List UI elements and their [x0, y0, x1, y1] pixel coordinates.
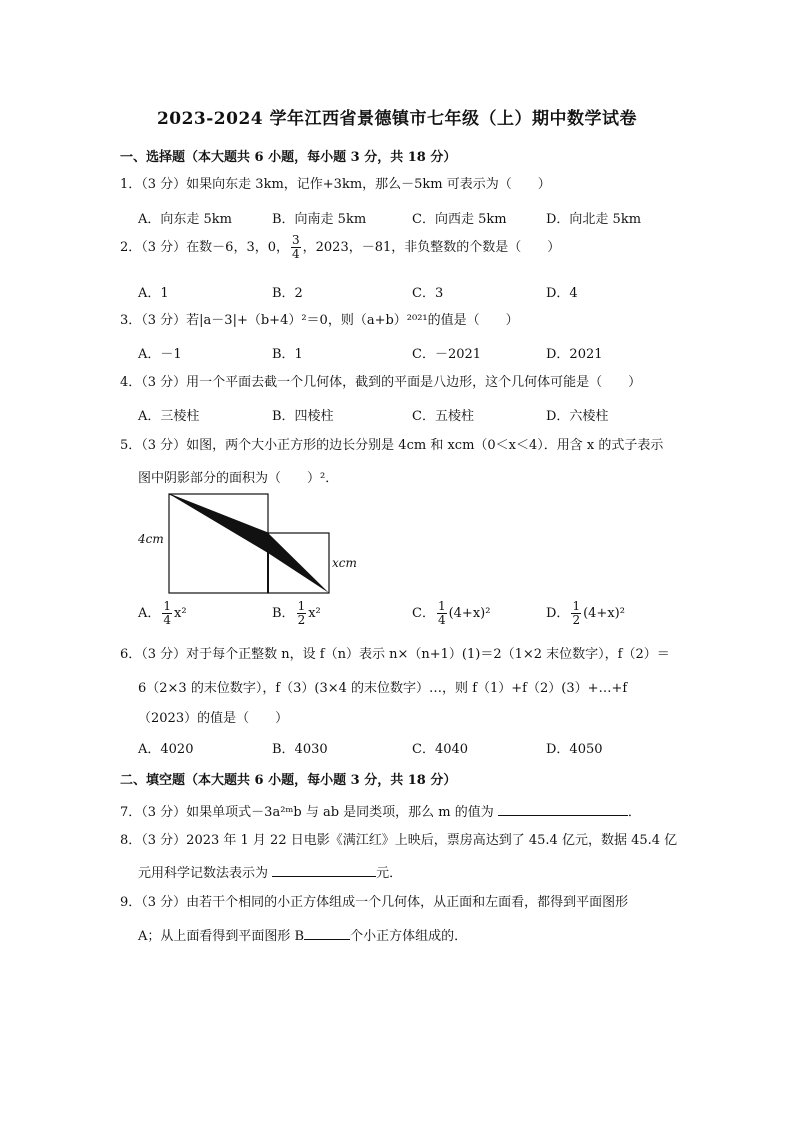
fraction-denominator: 2 — [572, 613, 581, 627]
fraction — [297, 600, 307, 627]
fraction-denominator: 2 — [297, 613, 306, 627]
option-a: A．－1 — [138, 347, 182, 362]
option-a: A．1 — [138, 286, 169, 301]
option-d: D．六棱柱 — [546, 409, 609, 424]
page-title: 2023-2024 学年江西省景德镇市七年级（上）期中数学试卷 — [156, 109, 638, 129]
fraction-numerator: 1 — [297, 599, 306, 613]
squares-figure — [136, 490, 376, 600]
option-d: D．4 — [546, 286, 578, 301]
section-heading-choice: 一、选择题（本大题共 6 小题，每小题 3 分，共 18 分） — [120, 150, 457, 165]
option-b: B．2 — [272, 286, 303, 301]
question-6-line-3: （2023）的值是（ ） — [138, 711, 289, 726]
option-d: D．2021 — [546, 347, 603, 362]
question-7 — [120, 801, 680, 822]
label-4cm: 4cm — [138, 532, 164, 546]
question-2 — [120, 234, 680, 261]
option-a: A．向东走 5km — [138, 212, 232, 227]
question-2-options — [138, 282, 678, 302]
question-9-end: 个小正方体组成的． — [350, 929, 468, 944]
shaded-region — [169, 494, 329, 593]
question-2-text-post: ，2023，－81，非负整数的个数是（ ） — [302, 240, 561, 255]
question-3: 3．（3 分）若|a－3|+（b+4）²＝0，则（a+b）²⁰²¹的值是（ ） — [120, 313, 519, 328]
question-9-line-2 — [138, 925, 467, 944]
fraction — [571, 600, 581, 627]
question-7-end: ． — [627, 805, 641, 820]
option-letter: D． — [546, 606, 570, 621]
option-c: C．向西走 5km — [412, 212, 507, 227]
option-c: C．五棱柱 — [412, 409, 474, 424]
answer-blank-q7[interactable] — [498, 801, 628, 816]
option-expression: (4+x)² — [583, 606, 625, 621]
fraction-numerator: 1 — [163, 599, 172, 613]
fraction-numerator: 3 — [292, 233, 300, 247]
fraction-denominator: 4 — [292, 247, 300, 261]
fraction-denominator: 4 — [163, 613, 172, 627]
option-c: C．－2021 — [412, 347, 482, 362]
option-b — [272, 600, 321, 627]
option-d: D．4050 — [546, 742, 603, 757]
question-5-line-2: 图中阴影部分的面积为（ ）²． — [138, 471, 339, 486]
option-letter: C． — [412, 606, 435, 621]
question-1: 1．（3 分）如果向东走 3km，记作+3km，那么－5km 可表示为（ ） — [120, 177, 551, 192]
fraction-numerator: 1 — [437, 599, 446, 613]
option-c: C．4040 — [412, 742, 469, 757]
option-a — [138, 600, 187, 627]
fraction-numerator: 1 — [572, 599, 581, 613]
option-c — [412, 600, 490, 627]
answer-blank-q8[interactable] — [272, 862, 376, 877]
question-1-options — [138, 208, 678, 228]
question-6-options — [138, 738, 678, 758]
fraction-denominator: 4 — [437, 613, 446, 627]
question-5-options — [138, 600, 678, 636]
option-b: B．四棱柱 — [272, 409, 334, 424]
option-letter: B． — [272, 606, 295, 621]
section-heading-fill: 二、填空题（本大题共 6 小题，每小题 3 分，共 18 分） — [120, 773, 457, 788]
option-expression: x² — [174, 606, 187, 621]
option-expression: x² — [308, 606, 321, 621]
question-3-options — [138, 343, 678, 363]
question-4: 4．（3 分）用一个平面去截一个几何体，截到的平面是八边形，这个几何体可能是（ ） — [120, 375, 642, 390]
option-a: A．4020 — [138, 742, 194, 757]
question-4-options — [138, 405, 678, 425]
question-8-end: 元． — [376, 866, 403, 881]
label-xcm: xcm — [332, 556, 357, 570]
question-5-line-1: 5．（3 分）如图，两个大小正方形的边长分别是 4cm 和 xcm（0＜x＜4）．用含 x 的式子表示 — [120, 438, 664, 453]
option-b: B．4030 — [272, 742, 328, 757]
option-b: B．向南走 5km — [272, 212, 367, 227]
squares-diagram — [136, 490, 376, 600]
question-2-text-pre: 2．（3 分）在数－6，3，0， — [120, 240, 289, 255]
option-d — [546, 600, 625, 627]
option-letter: A． — [138, 606, 161, 621]
question-6-line-2: 6（2×3 的末位数字），f（3）(3×4 的末位数字）…，则 f（1）+f（2）(3）+…+f — [138, 681, 628, 696]
question-8-text: 元用科学记数法表示为 — [138, 866, 269, 881]
question-9-text: A；从上面看得到平面图形 B — [138, 929, 305, 944]
question-8-line-1: 8．（3 分）2023 年 1 月 22 日电影《满江红》上映后，票房高达到了 45.4 亿元，数据 45.4 亿 — [120, 833, 678, 848]
question-7-text: 7．（3 分）如果单项式－3a²ᵐb 与 ab 是同类项，那么 m 的值为 — [120, 805, 494, 820]
option-expression: (4+x)² — [448, 606, 491, 621]
fraction-three-quarters — [291, 234, 301, 261]
answer-blank-q9[interactable] — [304, 925, 350, 940]
question-6-line-1: 6．（3 分）对于每个正整数 n，设 f（n）表示 n×（n+1）(1)＝2（1×2 末位数字），f（2）＝ — [120, 647, 670, 662]
option-c: C．3 — [412, 286, 444, 301]
question-8-line-2 — [138, 862, 402, 881]
option-b: B．1 — [272, 347, 303, 362]
fraction — [437, 600, 447, 627]
fraction — [162, 600, 172, 627]
option-d: D．向北走 5km — [546, 212, 642, 227]
question-9-line-1: 9．（3 分）由若干个相同的小正方体组成一个几何体，从正面和左面看，都得到平面图形 — [120, 895, 629, 910]
option-a: A．三棱柱 — [138, 409, 200, 424]
